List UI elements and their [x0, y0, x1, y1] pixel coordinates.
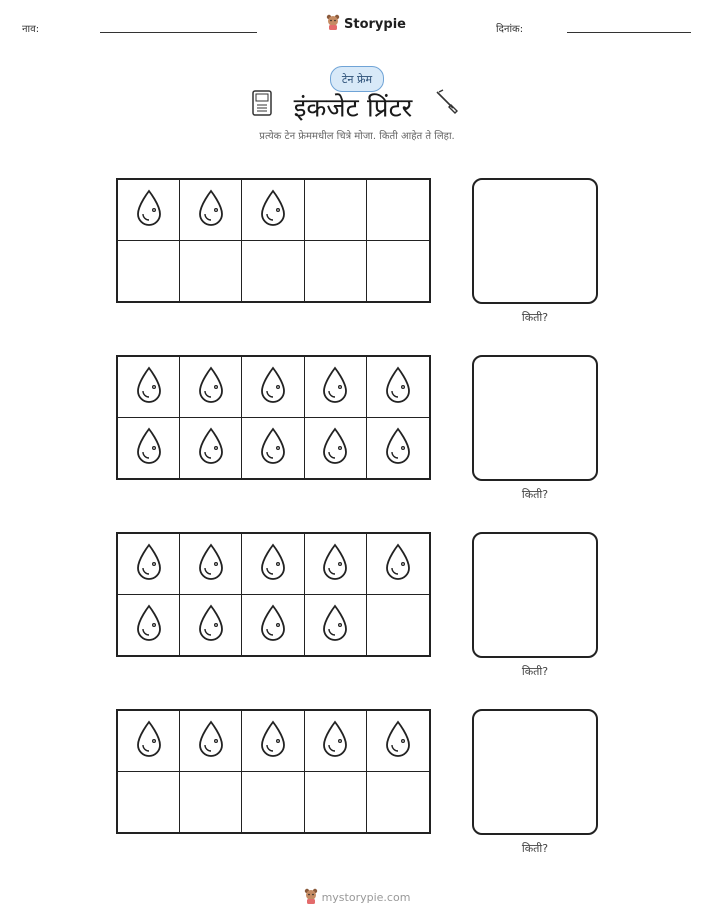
- ink-drop-icon: [258, 719, 288, 763]
- ten-frame-cell: [118, 534, 180, 595]
- ink-drop-icon: [383, 719, 413, 763]
- ten-frame-cell: [180, 418, 242, 479]
- ten-frame-cell: [367, 772, 429, 833]
- footer-url: mystorypie.com: [321, 891, 411, 904]
- ten-frame-cell: [118, 241, 180, 302]
- ten-frame-cell: [180, 711, 242, 772]
- ten-frame-cell: [305, 534, 367, 595]
- ink-drop-icon: [134, 365, 164, 409]
- ink-drop-icon: [320, 365, 350, 409]
- ten-frame-cell: [180, 772, 242, 833]
- ten-frame-cell: [367, 241, 429, 302]
- ten-frame-cell: [305, 180, 367, 241]
- ink-drop-icon: [134, 542, 164, 586]
- printer-icon: [251, 89, 273, 124]
- ten-frame-cell: [305, 595, 367, 656]
- bear-mascot-icon: [304, 888, 318, 907]
- ink-drop-icon: [258, 188, 288, 232]
- date-label: दिनांक:: [496, 24, 524, 35]
- ten-frame-cell: [305, 241, 367, 302]
- ten-frame-cell: [367, 357, 429, 418]
- ten-frame-cell: [305, 418, 367, 479]
- ink-drop-icon: [383, 426, 413, 470]
- how-many-label: किती?: [521, 311, 549, 324]
- ink-drop-icon: [258, 542, 288, 586]
- date-line[interactable]: [567, 32, 691, 33]
- ten-frame-cell: [118, 180, 180, 241]
- ink-pen-icon: [433, 88, 463, 125]
- ten-frame-cell: [242, 772, 304, 833]
- answer-box[interactable]: [472, 355, 598, 481]
- ten-frame: [116, 355, 431, 480]
- ten-frame-cell: [242, 595, 304, 656]
- brand-name: Storypie: [344, 16, 406, 32]
- instructions: प्रत्येक टेन फ्रेममधील चित्रे मोजा. किती आहेत ते लिहा.: [259, 131, 455, 142]
- ten-frame-cell: [367, 534, 429, 595]
- ten-frame-cell: [118, 711, 180, 772]
- ten-frame-cell: [118, 595, 180, 656]
- ink-drop-icon: [196, 426, 226, 470]
- title-text: इंकजेट प्रिंटर: [293, 93, 413, 124]
- ink-drop-icon: [258, 426, 288, 470]
- ink-drop-icon: [258, 365, 288, 409]
- ink-drop-icon: [383, 365, 413, 409]
- brand-logo: [326, 14, 406, 34]
- ink-drop-icon: [134, 188, 164, 232]
- ink-drop-icon: [258, 603, 288, 647]
- ten-frame-cell: [180, 180, 242, 241]
- how-many-label: किती?: [521, 842, 549, 855]
- bear-mascot-icon: [326, 14, 340, 34]
- ten-frame-cell: [242, 534, 304, 595]
- ten-frame-cell: [367, 418, 429, 479]
- ink-drop-icon: [320, 542, 350, 586]
- ten-frame-cell: [180, 595, 242, 656]
- ten-frame-badge: टेन फ्रेम: [330, 66, 384, 92]
- ink-drop-icon: [320, 719, 350, 763]
- worksheet-title: [0, 88, 714, 125]
- ten-frame-cell: [180, 534, 242, 595]
- answer-box[interactable]: [472, 709, 598, 835]
- ten-frame-cell: [118, 418, 180, 479]
- ink-drop-icon: [196, 365, 226, 409]
- ten-frame: [116, 178, 431, 303]
- ten-frame-cell: [242, 180, 304, 241]
- name-line[interactable]: [100, 32, 257, 33]
- answer-box[interactable]: [472, 532, 598, 658]
- ink-drop-icon: [134, 719, 164, 763]
- ink-drop-icon: [320, 426, 350, 470]
- footer: [0, 888, 714, 907]
- ten-frame: [116, 532, 431, 657]
- ten-frame: [116, 709, 431, 834]
- name-label: नाव:: [22, 24, 40, 35]
- ink-drop-icon: [134, 603, 164, 647]
- how-many-label: किती?: [521, 488, 549, 501]
- ink-drop-icon: [383, 542, 413, 586]
- ink-drop-icon: [196, 542, 226, 586]
- ten-frame-cell: [367, 595, 429, 656]
- ten-frame-cell: [242, 711, 304, 772]
- ink-drop-icon: [320, 603, 350, 647]
- ten-frame-cell: [305, 357, 367, 418]
- ten-frame-cell: [242, 241, 304, 302]
- ten-frame-cell: [242, 418, 304, 479]
- ten-frame-cell: [367, 180, 429, 241]
- ink-drop-icon: [196, 188, 226, 232]
- ink-drop-icon: [134, 426, 164, 470]
- ten-frame-cell: [118, 772, 180, 833]
- ten-frame-cell: [305, 711, 367, 772]
- how-many-label: किती?: [521, 665, 549, 678]
- ten-frame-cell: [118, 357, 180, 418]
- ink-drop-icon: [196, 719, 226, 763]
- ten-frame-cell: [180, 241, 242, 302]
- ink-drop-icon: [196, 603, 226, 647]
- ten-frame-cell: [367, 711, 429, 772]
- ten-frame-cell: [180, 357, 242, 418]
- ten-frame-cell: [305, 772, 367, 833]
- answer-box[interactable]: [472, 178, 598, 304]
- ten-frame-cell: [242, 357, 304, 418]
